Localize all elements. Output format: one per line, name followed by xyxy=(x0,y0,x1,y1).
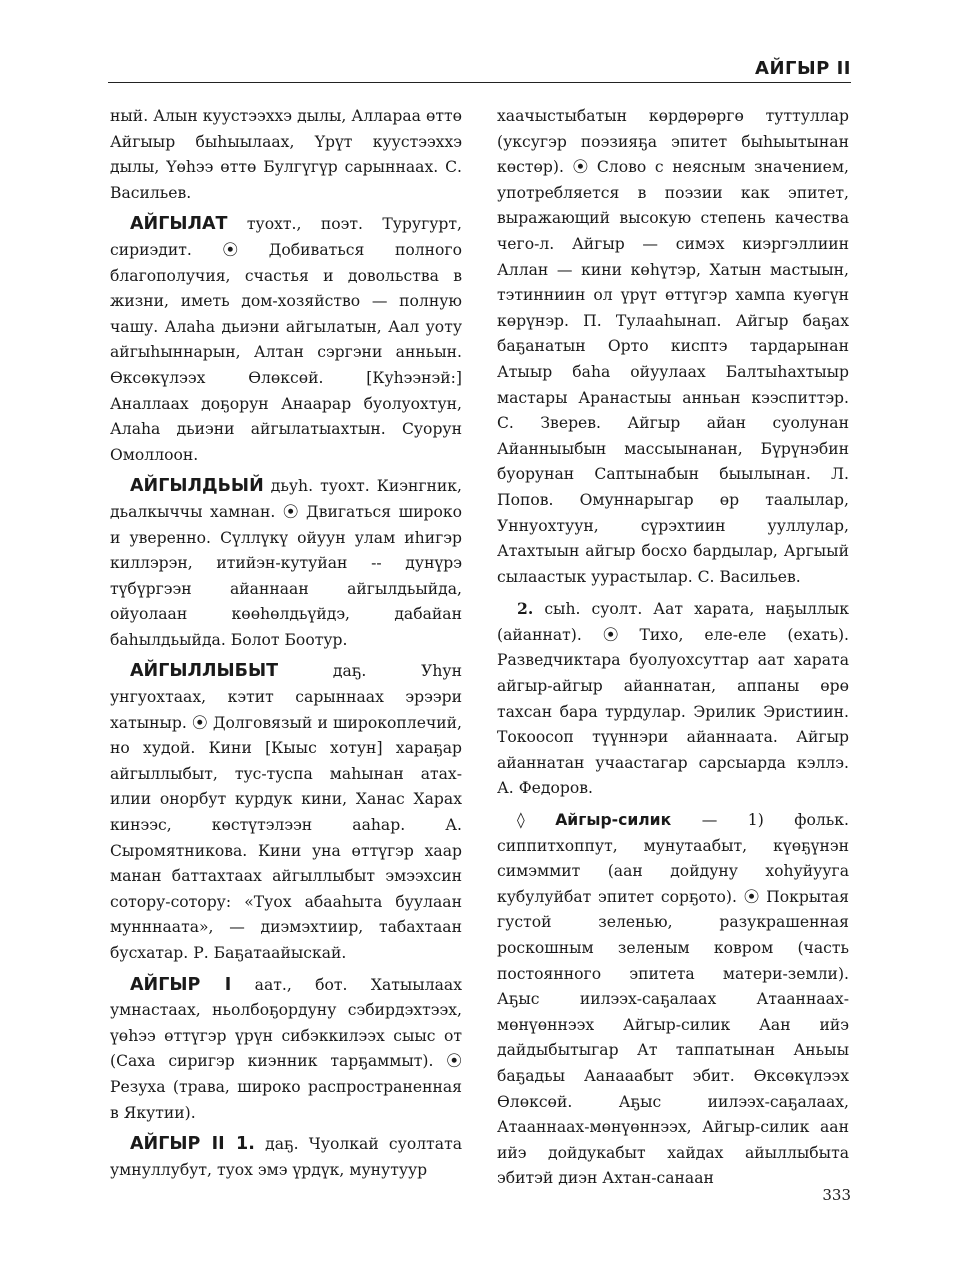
left-column xyxy=(110,104,462,1189)
entry-aigyr-1 xyxy=(110,973,462,1127)
headword: АЙГЫЛДЬЫЙ xyxy=(130,476,264,497)
sense-number: 2. xyxy=(517,599,534,619)
entry-aigyllybyt xyxy=(110,659,462,966)
headword: АЙГЫЛАТ xyxy=(130,214,228,235)
headword: АЙГЫР I xyxy=(130,974,232,995)
right-column xyxy=(497,104,849,1198)
headword: АЙГЫР II 1. xyxy=(130,1134,255,1155)
sense-body: сыh. суолт. Аат харата, наҕыллык (айаннат). ⦿ Тихо, еле-еле (ехать). Разведчиктара буолуохсуттар аат харата айгыр-айгыр айаннатан, аппаны өрө тахсан бара турдулар. Эрилик Эристиин. Токоосоп түүннэри айаннаата. Айгыр айаннатан учаастагар сарсыарда кэллэ. А. Федоров. xyxy=(497,600,849,798)
subentry-aigyr-silik xyxy=(497,808,849,1192)
continuation-paragraph: хаачыстыбатын көрдөрөргө туттуллар (уксугэр поэзияҕа эпитет быhыытынан көстөр). ⦿ Слово с неясным значением, употребляется в поэзии как эпитет, выражающий высокую степень качества чего-л. Айгыр — симэх киэргэллиин Аллан — кини көhүтэр, Хатын мастыын, тэтинниин ол үрүт өттүгэр хампа куөгүн көрүнэр. П. Тулааhынап. Айгыр баҕах баҕанатын Орто кисптэ тардарынан Атыыр баhа ойуулаах Балтыhахтыыр мастары Аранастыы анньан кээспиттэр. С. Зверев. Айгыр айан суолунан Айанныыбын массыынанан, Бүрүнэбин буорунан Саптынабын быылынан. Л. Попов. Омуннарыгар өр таалылар, Уннуохтуун, сүрэхтиин ууллулар, Атахтыын айгыр босхо бардылар, Аргыый сылаастык уурастылар. С. Васильев. xyxy=(497,107,849,586)
diamond-icon: ◊ xyxy=(517,811,556,830)
subentry-body: — 1) фольк. сиппитхоппут, мунутаабыт, күөҕүнэн симэммит (аан дойдуну хоhуйууга кубулуйбат эпитет сорҕото). ⦿ Покрытая густой зеленью, разукрашенная роскошным зеленым ковром (часть постоянного эпитета матери-земли). Аҕыс иилээх-саҕалаах Атааннаах-мөнүөннээх Айгыр-силик Аан ийэ дайдыбытыгар Ат таппатынан Аньыы баҕадьы Аанааабыт эбит. Өксөкүлээх Өлөксөй. Аҕыс иилээх-саҕалаах, Атааннаах-мөнүөннээх, Айгыр-силик аан ийэ дойдукабыт хайдах айыллыбыта эбитэй диэн Ахтан-санаан xyxy=(497,811,849,1188)
entry-body: туохт., поэт. Туругурт, сириэдит. ⦿ Добиваться полного благополучия, счастья и довольства в жизни, иметь дом-хозяйство — полную чашу. Алаhа дьиэни айгылатын, Аал уоту айгыhыннарын, Алтан сэргэни анньын. Өксөкүлээх Өлөксөй. [Куhээнэй:] Аналлаах доҕорун Анаарар буолуохтун, Алаhа дьиэни айгылатыахтын. Суорун Омоллоон. xyxy=(110,215,462,464)
sense-2 xyxy=(497,596,849,802)
headword: АЙГЫЛЛЫБЫТ xyxy=(130,661,279,682)
subentry-headword: Айгыр-силик xyxy=(555,811,672,830)
page-number: 333 xyxy=(822,1186,851,1204)
running-head: АЙГЫР II xyxy=(755,58,851,79)
entry-aigylat xyxy=(110,212,462,468)
entry-body: аат., бот. Хатыылаах умнастаах, ньолбоҕордуну сэбирдэхтээх, үөhээ өттүгэр үрүн сибэккилээх сыыс от (Саха сиригэр киэнник тарҕаммыт). ⦿ Резуха (трава, широко распространенная в Якутии). xyxy=(110,975,463,1122)
entry-body: даҕ. Уhун унгуохтаах, кэтит сарыннаах эрээри хатыныр. ⦿ Долговязый и широкоплечий, но худой. Кини [Кыыс хотун] хараҕар айгыллыбыт, тус-туспа маhынан атах-илии онорбут курдук кини, Ханас Харах кинээс, көстүтэлээн ааhар. А. Сыромятникова. Кини уна өттүгэр хаар манан баттахтаах айгыллыбыт эмээхсин сотору-сотору: «Туох абааhыта буулаан мунннаата», — диэмэхтиир, табахтаан бусхатар. Р. Баҕатаайыскай. xyxy=(110,662,462,962)
entry-body: даҕ. Чуолкай суолтата умнуллубут, туох эмэ үрдүк, мунутуур xyxy=(110,1135,462,1179)
entry-aigyldyi xyxy=(110,474,462,653)
entry-body: дьуh. туохт. Киэнгник, дьалкыччы хамнан. ⦿ Двигаться широко и уверенно. Сүллүкү ойуун улам иhигэр киллэрэн, итийэн-кутуйан -- дунүрэ түбүргээн айаннаан айгылдьыйда, ойуолаан көөhөлдьүйдэ, дабайан баhылдьыйда. Болот Боотур. xyxy=(110,477,462,649)
continuation-paragraph: ный. Алын куустээххэ дылы, Алларaа өттө Айгыыр быhыылаах, Үрүт куустээххэ дылы, Үөhээ өттө Булгүгүр сарыннаах. С. Васильев. xyxy=(110,107,462,202)
entry-aigyr-2 xyxy=(110,1132,462,1183)
header-rule xyxy=(108,82,851,83)
